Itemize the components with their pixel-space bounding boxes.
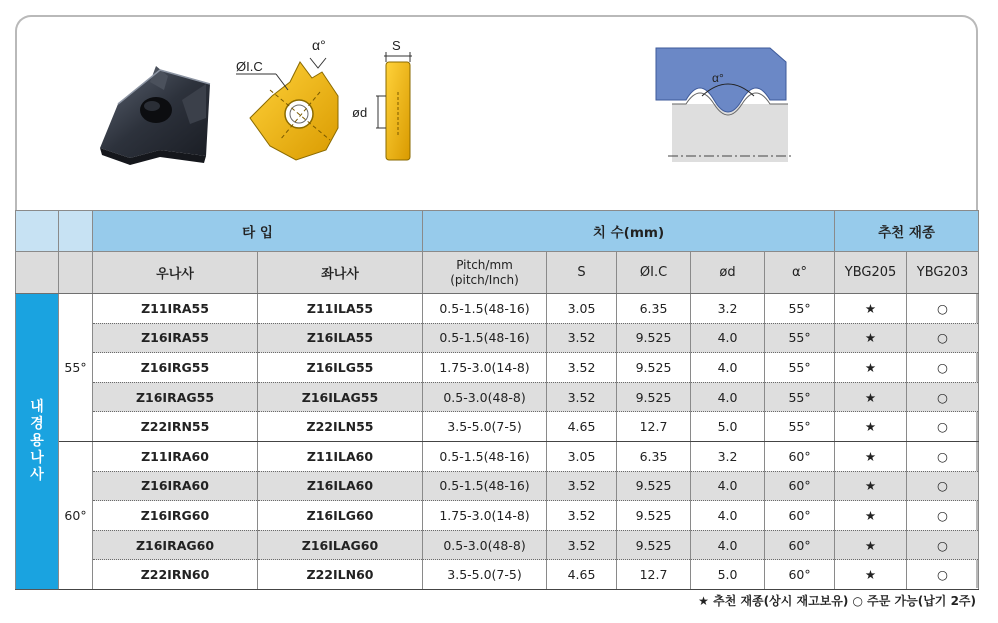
pitch-cell: 0.5-1.5(48-16) — [423, 441, 547, 471]
dimensions-header: 치 수(mm) — [423, 211, 835, 252]
s-cell: 3.52 — [547, 323, 617, 353]
pitch-header-line2: (pitch/Inch) — [450, 272, 519, 287]
alpha-cell: 55° — [765, 353, 835, 383]
pitch-header — [423, 252, 547, 294]
thread-profile-diagram — [656, 48, 792, 162]
right-hand-model-cell: Z16IRAG55 — [93, 382, 258, 412]
d-cell: 4.0 — [691, 382, 765, 412]
grade1-cell: ★ — [835, 501, 907, 531]
grade1-cell: ★ — [835, 353, 907, 383]
ic-cell: 12.7 — [617, 412, 691, 442]
right-hand-model-cell: Z11IRA55 — [93, 294, 258, 324]
s-cell: 3.05 — [547, 294, 617, 324]
grade2-cell: ○ — [907, 323, 979, 353]
pitch-cell: 1.75-3.0(14-8) — [423, 501, 547, 531]
subheader-corner — [16, 252, 59, 294]
right-hand-model-cell: Z16IRG55 — [93, 353, 258, 383]
d-cell: 4.0 — [691, 501, 765, 531]
alpha-cell: 60° — [765, 471, 835, 501]
grade2-cell: ○ — [907, 382, 979, 412]
insert-photo-icon — [100, 66, 210, 165]
left-hand-model-cell: Z16ILAG60 — [258, 530, 423, 560]
spec-table — [15, 210, 979, 590]
d-cell: 3.2 — [691, 441, 765, 471]
category-char: 사 — [30, 466, 44, 483]
left-hand-model-cell: Z16ILG55 — [258, 353, 423, 383]
alpha-cell: 60° — [765, 441, 835, 471]
s-cell: 3.05 — [547, 441, 617, 471]
pitch-cell: 0.5-3.0(48-8) — [423, 530, 547, 560]
s-cell: 4.65 — [547, 560, 617, 590]
insert-geometry-drawing — [236, 37, 338, 160]
footnote: ★ 추천 재종(상시 재고보유) ○ 주문 가능(납기 2주) — [698, 594, 976, 608]
right-hand-model-cell: Z22IRN55 — [93, 412, 258, 442]
left-hand-header: 좌나사 — [258, 252, 423, 294]
header-corner — [59, 211, 93, 252]
alpha-cell: 55° — [765, 294, 835, 324]
d-cell: 4.0 — [691, 353, 765, 383]
table-row — [16, 441, 979, 471]
left-hand-model-cell: Z16ILG60 — [258, 501, 423, 531]
s-cell: 3.52 — [547, 501, 617, 531]
grade-header: 추천 재종 — [835, 211, 979, 252]
grade1-cell: ★ — [835, 382, 907, 412]
table-row — [16, 353, 979, 383]
s-cell: 4.65 — [547, 412, 617, 442]
category-char: 내 — [30, 398, 44, 415]
ic-cell: 9.525 — [617, 353, 691, 383]
type-header: 타 입 — [93, 211, 423, 252]
grade1-cell: ★ — [835, 323, 907, 353]
pitch-cell: 0.5-3.0(48-8) — [423, 382, 547, 412]
grade2-cell: ○ — [907, 412, 979, 442]
table-row — [16, 560, 979, 590]
s-cell: 3.52 — [547, 353, 617, 383]
d-cell: 5.0 — [691, 560, 765, 590]
table-row — [16, 471, 979, 501]
ic-cell: 12.7 — [617, 560, 691, 590]
left-hand-model-cell: Z16ILA60 — [258, 471, 423, 501]
alpha-cell: 60° — [765, 501, 835, 531]
category-char: 나 — [30, 449, 44, 466]
grade1-cell: ★ — [835, 441, 907, 471]
pitch-cell: 1.75-3.0(14-8) — [423, 353, 547, 383]
left-hand-model-cell: Z22ILN60 — [258, 560, 423, 590]
pitch-cell: 0.5-1.5(48-16) — [423, 294, 547, 324]
ic-cell: 9.525 — [617, 501, 691, 531]
table-body — [16, 294, 979, 590]
angle-cell: 55° — [59, 294, 93, 442]
right-hand-model-cell: Z16IRA55 — [93, 323, 258, 353]
category-cell — [16, 294, 59, 590]
right-hand-model-cell: Z22IRN60 — [93, 560, 258, 590]
insert-diagram — [0, 0, 998, 210]
left-hand-model-cell: Z11ILA55 — [258, 294, 423, 324]
right-hand-header: 우나사 — [93, 252, 258, 294]
ic-cell: 9.525 — [617, 471, 691, 501]
table-row — [16, 323, 979, 353]
grade1-header: YBG205 — [835, 252, 907, 294]
left-hand-model-cell: Z16ILA55 — [258, 323, 423, 353]
angle-cell: 60° — [59, 441, 93, 589]
right-hand-model-cell: Z11IRA60 — [93, 441, 258, 471]
pitch-cell: 3.5-5.0(7-5) — [423, 412, 547, 442]
alpha-label: α° — [312, 37, 326, 53]
d-cell: 3.2 — [691, 294, 765, 324]
s-cell: 3.52 — [547, 530, 617, 560]
grade1-cell: ★ — [835, 294, 907, 324]
grade1-cell: ★ — [835, 530, 907, 560]
pitch-header-line1: Pitch/mm — [456, 257, 513, 272]
d-cell: 4.0 — [691, 471, 765, 501]
s-cell: 3.52 — [547, 471, 617, 501]
d-header: ød — [691, 252, 765, 294]
table-row — [16, 294, 979, 324]
ic-cell: 6.35 — [617, 441, 691, 471]
category-char: 경 — [30, 415, 44, 432]
ic-cell: 9.525 — [617, 323, 691, 353]
grade2-cell: ○ — [907, 501, 979, 531]
left-hand-model-cell: Z11ILA60 — [258, 441, 423, 471]
header-row — [16, 211, 979, 252]
category-char: 용 — [30, 432, 44, 449]
subheader-row — [16, 252, 979, 294]
grade2-cell: ○ — [907, 353, 979, 383]
table-row — [16, 530, 979, 560]
s-cell: 3.52 — [547, 382, 617, 412]
alpha-cell: 60° — [765, 560, 835, 590]
d-cell: 5.0 — [691, 412, 765, 442]
pitch-cell: 3.5-5.0(7-5) — [423, 560, 547, 590]
grade2-cell: ○ — [907, 294, 979, 324]
left-hand-model-cell: Z16ILAG55 — [258, 382, 423, 412]
left-hand-model-cell: Z22ILN55 — [258, 412, 423, 442]
grade1-cell: ★ — [835, 412, 907, 442]
grade1-cell: ★ — [835, 471, 907, 501]
alpha-cell: 55° — [765, 382, 835, 412]
grade2-cell: ○ — [907, 560, 979, 590]
s-label: S — [392, 38, 401, 53]
grade1-cell: ★ — [835, 560, 907, 590]
right-hand-model-cell: Z16IRA60 — [93, 471, 258, 501]
right-hand-model-cell: Z16IRAG60 — [93, 530, 258, 560]
thread-alpha-label: α° — [712, 71, 724, 85]
grade2-cell: ○ — [907, 530, 979, 560]
ic-cell: 6.35 — [617, 294, 691, 324]
table-row — [16, 501, 979, 531]
pitch-cell: 0.5-1.5(48-16) — [423, 471, 547, 501]
ic-header: ØI.C — [617, 252, 691, 294]
grade2-cell: ○ — [907, 471, 979, 501]
alpha-cell: 55° — [765, 323, 835, 353]
alpha-header: α° — [765, 252, 835, 294]
s-header: S — [547, 252, 617, 294]
ic-cell: 9.525 — [617, 382, 691, 412]
ic-label: ØI.C — [236, 59, 263, 74]
d-cell: 4.0 — [691, 530, 765, 560]
ic-cell: 9.525 — [617, 530, 691, 560]
grade2-cell: ○ — [907, 441, 979, 471]
header-corner — [16, 211, 59, 252]
table-row — [16, 382, 979, 412]
alpha-cell: 60° — [765, 530, 835, 560]
alpha-cell: 55° — [765, 412, 835, 442]
subheader-corner — [59, 252, 93, 294]
right-hand-model-cell: Z16IRG60 — [93, 501, 258, 531]
d-label: ød — [352, 105, 368, 120]
d-cell: 4.0 — [691, 323, 765, 353]
grade2-header: YBG203 — [907, 252, 979, 294]
table-row — [16, 412, 979, 442]
insert-side-view — [352, 38, 412, 160]
pitch-cell: 0.5-1.5(48-16) — [423, 323, 547, 353]
